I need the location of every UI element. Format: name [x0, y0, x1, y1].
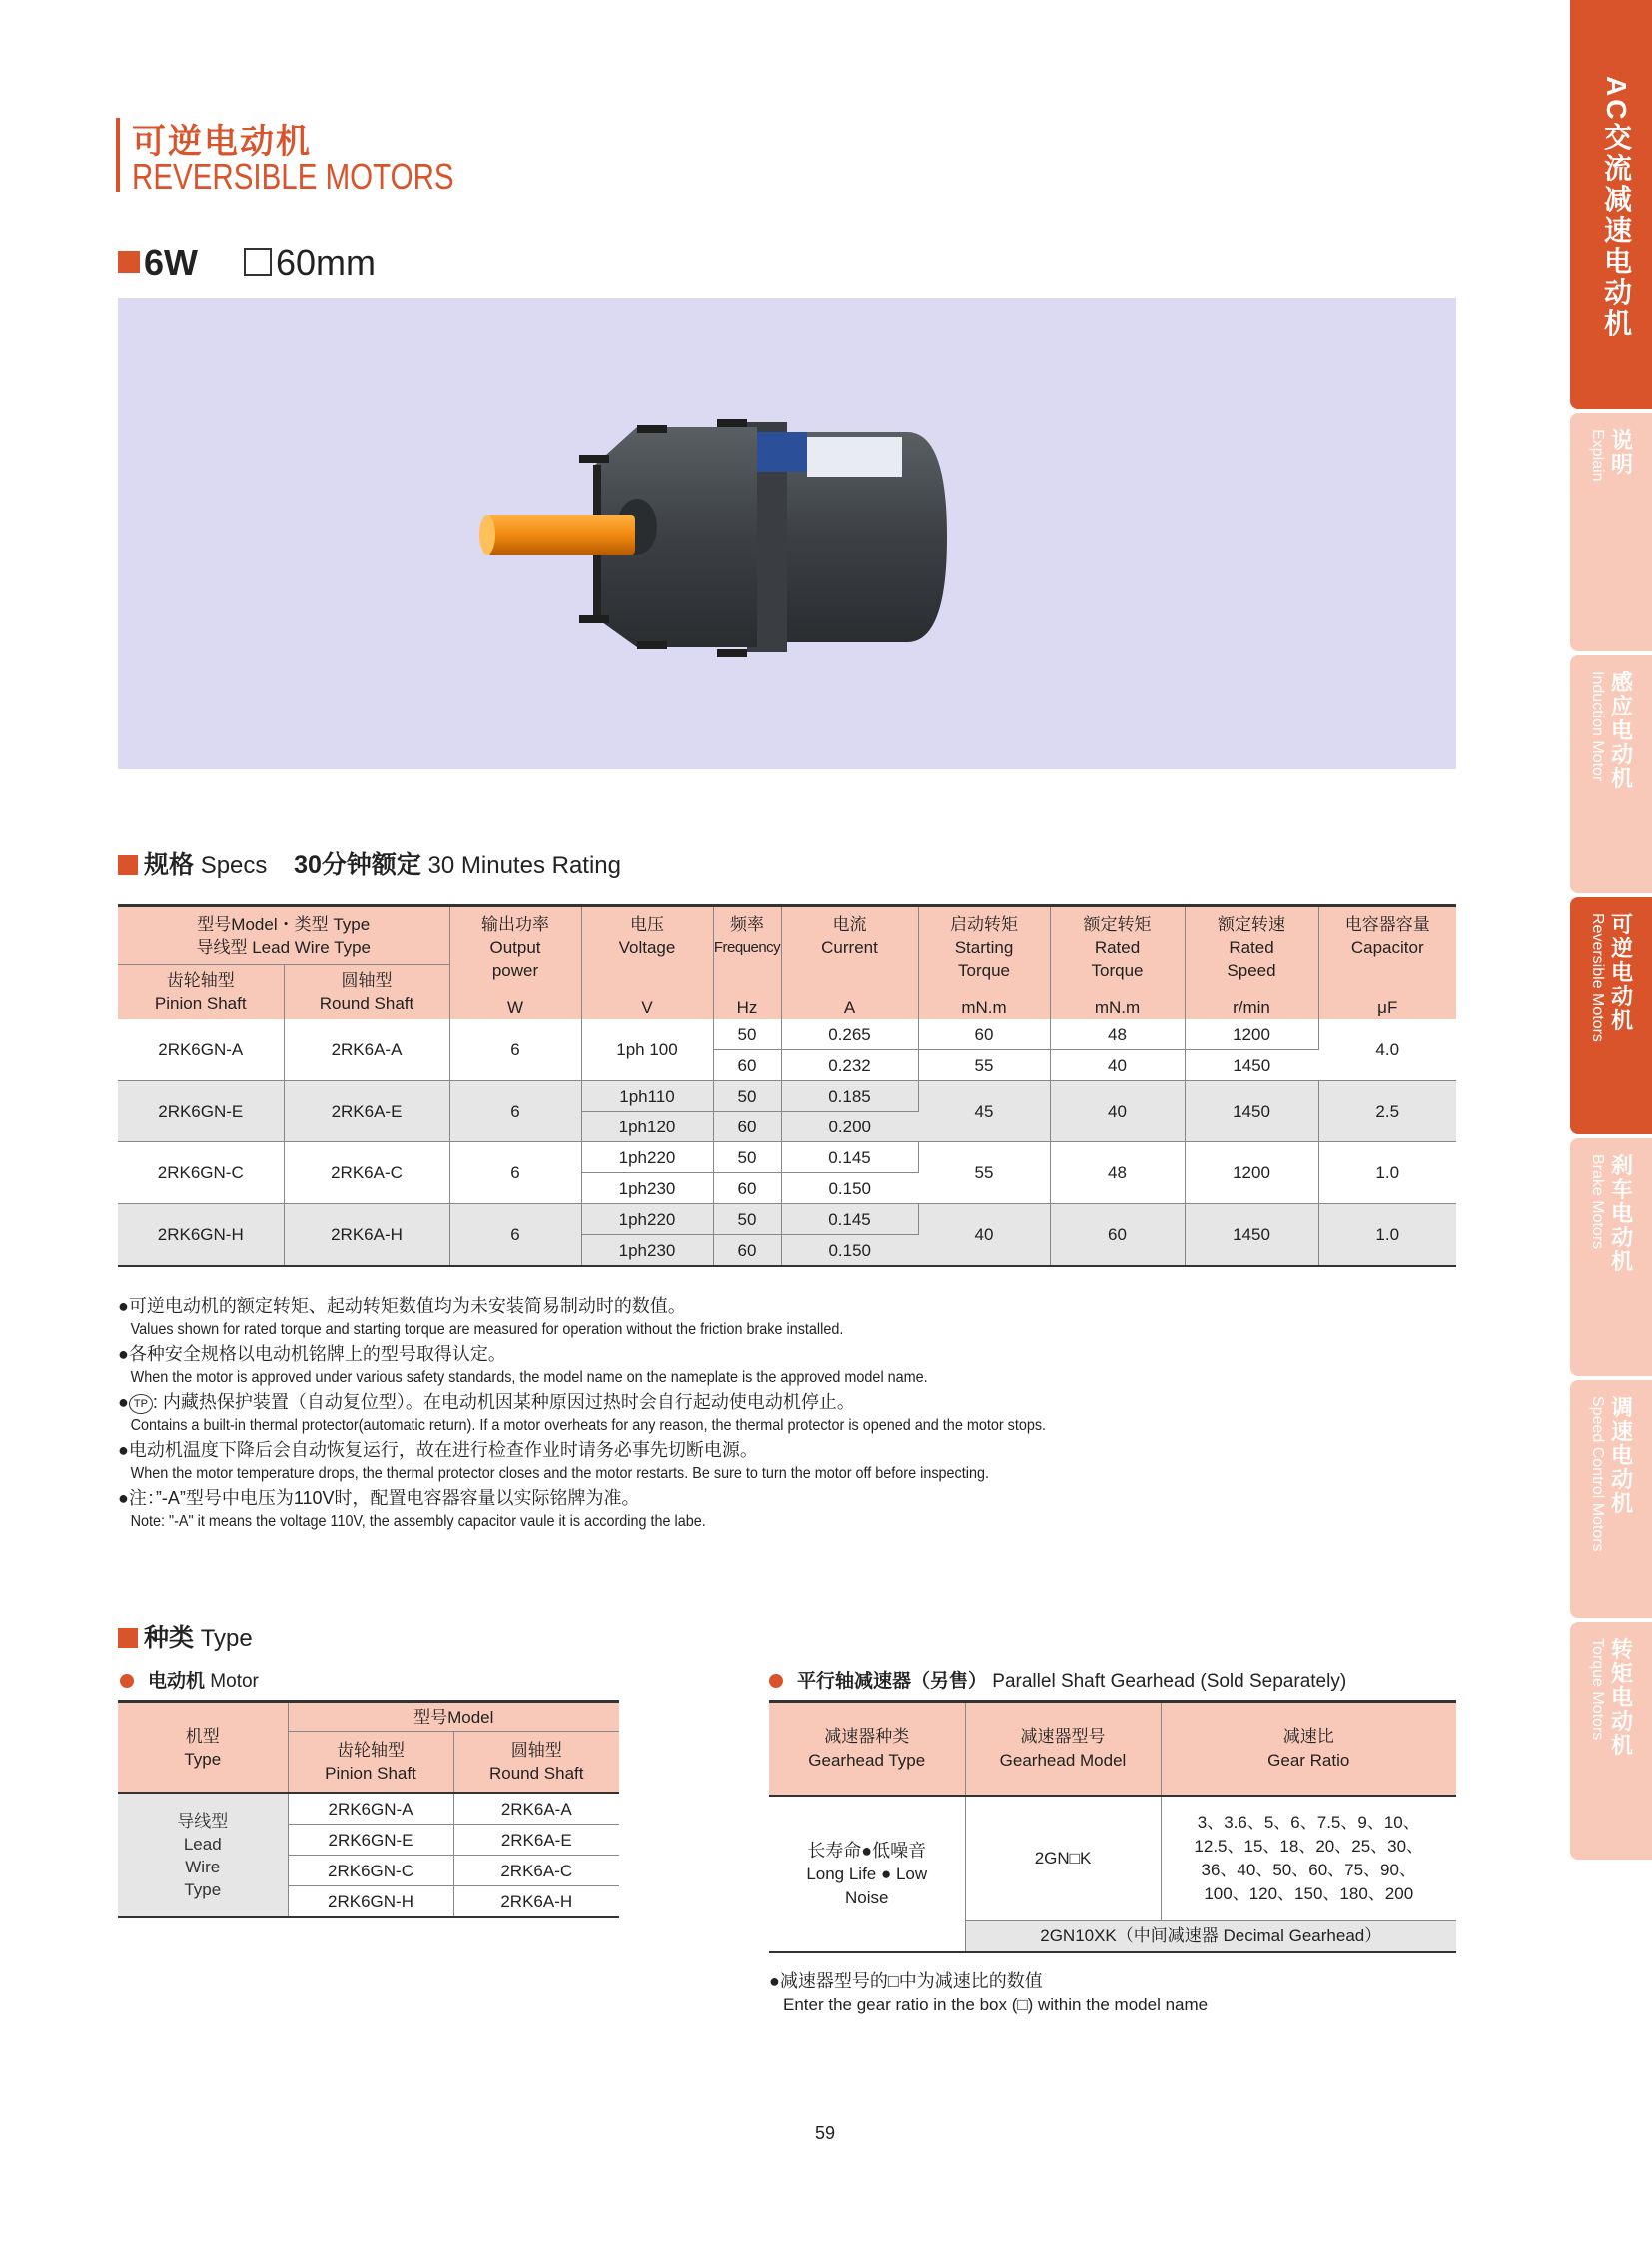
freq-unit: Hz: [736, 998, 758, 1017]
note-zh: ●电动机温度下降后会自动恢复运行，故在进行检查作业时请务必事先切断电源。: [118, 1440, 758, 1460]
current-cell: 0.150: [781, 1235, 918, 1267]
notes-block: [118, 1294, 1217, 1534]
rated-t-en2: Torque: [1091, 961, 1144, 980]
lead-en2: Wire: [185, 1857, 221, 1876]
voltage-en: Voltage: [618, 938, 676, 957]
starting-torque-cell: 60: [918, 1019, 1050, 1050]
side-tab-label-en: Explain: [1589, 429, 1606, 482]
square-frame-icon: [244, 248, 272, 276]
gearhead-type-header: [769, 1702, 965, 1797]
lead-zh: 导线型: [177, 1811, 229, 1831]
square-bullet-icon: [118, 855, 138, 875]
starting-torque-cell: 55: [918, 1142, 1050, 1204]
current-zh: 电流: [832, 915, 867, 934]
round-en: Round Shaft: [319, 993, 414, 1013]
note-zh-text: : 内藏热保护装置（自动复位型）。在电动机因某种原因过热时会自行起动使电动机停止。: [152, 1392, 855, 1412]
rated-torque-cell: 40: [1050, 1050, 1185, 1081]
gearhead-model-header: [965, 1702, 1161, 1797]
dot-bullet-icon: [120, 1674, 134, 1688]
type-header: [118, 1702, 288, 1794]
gear-type-val-en1: Long Life ● Low: [806, 1864, 928, 1883]
start-en2: Torque: [958, 961, 1010, 980]
side-tab-induction-motor[interactable]: [1570, 655, 1652, 893]
gear-type-val-en2: Noise: [845, 1887, 889, 1907]
motor-label-zh: 电动机: [148, 1671, 206, 1692]
output-header: [449, 906, 581, 1020]
side-tab-label-en: Torque Motors: [1589, 1638, 1606, 1741]
round-model-cell: 2RK6A-E: [284, 1081, 449, 1142]
frequency-cell: 60: [713, 1050, 781, 1081]
motor-subheading: [120, 1666, 259, 1693]
current-cell: 0.145: [781, 1142, 918, 1173]
start-unit: mN.m: [961, 998, 1007, 1017]
pinion-model-cell: 2RK6GN-C: [288, 1856, 453, 1886]
pinion-zh: 齿轮轴型: [166, 970, 235, 990]
rated-torque-cell: 40: [1050, 1081, 1185, 1142]
cap-en: Capacitor: [1350, 938, 1424, 957]
voltage-header: [581, 906, 713, 1020]
side-tab-label-zh: 刹车电动机: [1610, 1153, 1633, 1274]
current-cell: 0.200: [781, 1112, 918, 1142]
round-model-cell: 2RK6A-E: [453, 1825, 619, 1856]
table-row: [118, 1019, 1456, 1050]
rated-s-en2: Speed: [1227, 961, 1276, 980]
rated-speed-header: [1185, 906, 1318, 1020]
voltage-cell: 1ph120: [581, 1112, 713, 1142]
gearhead-subheading: [769, 1666, 1346, 1693]
voltage-cell: 1ph230: [581, 1173, 713, 1204]
specs-title-zh: 规格: [144, 851, 195, 879]
frequency-cell: 50: [713, 1081, 781, 1112]
output-cell: 6: [449, 1204, 581, 1267]
gearhead-model-cell: 2GN□K: [965, 1796, 1161, 1921]
type-heading: [118, 1618, 253, 1654]
current-cell: 0.185: [781, 1081, 918, 1112]
pinion-model-cell: 2RK6GN-C: [118, 1142, 284, 1204]
side-tab-label-zh: 可逆电动机: [1610, 912, 1633, 1033]
side-tab-label-zh: 转矩电动机: [1610, 1637, 1633, 1758]
round-shaft-header: [284, 964, 449, 1019]
side-tab-brake-motors[interactable]: [1570, 1138, 1652, 1376]
gear-note-en: Enter the gear ratio in the box (□) within the model name: [783, 1995, 1209, 2014]
starting-torque-header: [918, 906, 1050, 1020]
rated-speed-cell: 1200: [1185, 1142, 1318, 1204]
side-tab-label-zh: 调速电动机: [1610, 1395, 1633, 1516]
note-en: Note: "-A" it means the voltage 110V, the assembly capacitor vaule it is according the labe.: [130, 1513, 706, 1530]
pinion-shaft-header: [118, 964, 284, 1019]
product-photo: [118, 298, 1456, 769]
gearhead-type-cell: [769, 1796, 965, 1952]
starting-torque-cell: 40: [918, 1204, 1050, 1267]
note-zh: ●各种安全规格以电动机铭牌上的型号取得认定。: [118, 1344, 506, 1364]
voltage-cell: 1ph220: [581, 1142, 713, 1173]
side-tab-top-label: AC交流减速电动机: [1601, 76, 1632, 340]
current-cell: 0.150: [781, 1173, 918, 1204]
round-zh: 圆轴型: [341, 970, 393, 990]
gear-note: [769, 1969, 1208, 2017]
side-tab-explain[interactable]: [1570, 413, 1652, 651]
pinion-en: Pinion Shaft: [154, 993, 247, 1013]
page-number: 59: [815, 2123, 836, 2143]
note-zh: ●注：”-A”型号中电压为110V时，配置电容器容量以实际铭牌为准。: [118, 1488, 640, 1508]
capacitor-cell: 2.5: [1318, 1081, 1456, 1142]
round-shaft-header: [453, 1732, 619, 1794]
gear-type-zh: 减速器种类: [824, 1727, 910, 1746]
ratio-line: 12.5、15、18、20、25、30、: [1194, 1837, 1424, 1856]
page-title-en: REVERSIBLE MOTORS: [132, 156, 454, 197]
specs-title-en: Specs: [200, 852, 268, 879]
rated-torque-cell: 48: [1050, 1019, 1185, 1050]
ratio-line: 36、40、50、60、75、90、: [1201, 1861, 1416, 1879]
gear-model-zh: 减速器型号: [1020, 1727, 1106, 1746]
side-tab-torque-motors[interactable]: [1570, 1622, 1652, 1860]
type-title-zh: 种类: [144, 1624, 195, 1652]
rated-torque-cell: 48: [1050, 1142, 1185, 1204]
cap-unit: μF: [1377, 998, 1398, 1017]
rated-t-zh: 额定转矩: [1083, 915, 1152, 934]
side-tab-ac-motors[interactable]: [1570, 0, 1652, 409]
output-cell: 6: [449, 1019, 581, 1081]
thermal-protector-icon: TP: [129, 1394, 153, 1414]
output-unit: W: [506, 998, 524, 1017]
lead-wire-label: 导线型 Lead Wire Type: [196, 938, 371, 957]
current-unit: A: [843, 998, 856, 1017]
gear-motor-illustration: [118, 298, 1456, 769]
side-tab-label-en: Brake Motors: [1589, 1154, 1606, 1250]
side-tab-label-en: Induction Motor: [1589, 671, 1606, 782]
note-zh: [118, 1390, 1217, 1414]
voltage-cell: 1ph230: [581, 1235, 713, 1267]
power-label: 6W: [144, 242, 198, 283]
round-zh: 圆轴型: [510, 1741, 562, 1760]
frequency-cell: 60: [713, 1173, 781, 1204]
round-model-cell: 2RK6A-A: [284, 1019, 449, 1081]
pinion-model-cell: 2RK6GN-A: [288, 1793, 453, 1825]
gear-ratio-cell: [1161, 1796, 1456, 1921]
specs-table: [118, 904, 1456, 1267]
round-model-cell: 2RK6A-C: [453, 1856, 619, 1886]
rated-speed-cell: 1450: [1185, 1050, 1318, 1081]
output-zh: 输出功率: [481, 915, 549, 934]
starting-torque-cell: 55: [918, 1050, 1050, 1081]
voltage-cell: 1ph 100: [581, 1019, 713, 1081]
pinion-model-cell: 2RK6GN-H: [118, 1204, 284, 1267]
capacitor-cell: 1.0: [1318, 1142, 1456, 1204]
model-type-header: [118, 906, 449, 965]
decimal-gearhead-cell: 2GN10XK（中间减速器 Decimal Gearhead）: [965, 1921, 1456, 1953]
gear-note-zh: ●减速器型号的□中为减速比的数值: [769, 1971, 1043, 1991]
table-row: [118, 1793, 619, 1825]
note-en: Values shown for rated torque and starting torque are measured for operation without the friction brake installed.: [130, 1321, 844, 1338]
frequency-cell: 50: [713, 1019, 781, 1050]
table-row: [769, 1796, 1456, 1921]
ratio-en: Gear Ratio: [1267, 1751, 1350, 1770]
rating-zh: 30分钟额定: [294, 851, 421, 879]
gear-type-en: Gearhead Type: [808, 1751, 926, 1770]
rated-s-en1: Rated: [1229, 938, 1274, 957]
type-title-en: Type: [200, 1625, 253, 1652]
type-zh: 机型: [185, 1726, 220, 1746]
current-cell: 0.232: [781, 1050, 918, 1081]
frame-size-label: 60mm: [276, 242, 377, 283]
start-zh: 启动转矩: [950, 915, 1018, 934]
rated-torque-cell: 60: [1050, 1204, 1185, 1267]
pinion-model-cell: 2RK6GN-H: [288, 1886, 453, 1918]
title-accent-bar: [116, 118, 120, 192]
motor-type-table: [118, 1700, 619, 1918]
output-cell: 6: [449, 1081, 581, 1142]
side-tab-reversible-motors[interactable]: [1570, 897, 1652, 1134]
round-en: Round Shaft: [488, 1764, 584, 1783]
page-title-zh: 可逆电动机: [132, 123, 312, 161]
frequency-cell: 50: [713, 1142, 781, 1173]
round-model-cell: 2RK6A-C: [284, 1142, 449, 1204]
capacitor-cell: 4.0: [1318, 1019, 1456, 1081]
table-row: [118, 1204, 1456, 1235]
rated-speed-cell: 1450: [1185, 1081, 1318, 1142]
output-cell: 6: [449, 1142, 581, 1204]
rated-speed-cell: 1200: [1185, 1019, 1318, 1050]
ratio-zh: 减速比: [1282, 1727, 1334, 1746]
gear-model-en: Gearhead Model: [999, 1751, 1127, 1770]
ratio-line: 100、120、150、180、200: [1204, 1884, 1414, 1903]
starting-torque-cell: 45: [918, 1081, 1050, 1142]
square-bullet-icon: [118, 251, 140, 273]
model-header: 型号Model: [288, 1702, 619, 1732]
square-bullet-icon: [118, 1628, 138, 1648]
side-tab-label-en: Speed Control Motors: [1589, 1396, 1606, 1552]
frequency-cell: 60: [713, 1112, 781, 1142]
rated-t-en1: Rated: [1094, 938, 1141, 957]
pinion-model-cell: 2RK6GN-E: [288, 1825, 453, 1856]
pinion-en: Pinion Shaft: [325, 1764, 416, 1783]
gear-ratio-header: [1161, 1702, 1456, 1797]
model-type-label: 型号Model・类型 Type: [197, 915, 371, 934]
voltage-zh: 电压: [630, 915, 664, 934]
voltage-unit: V: [641, 998, 653, 1017]
side-tab-speed-control-motors[interactable]: [1570, 1380, 1652, 1618]
frequency-cell: 50: [713, 1204, 781, 1235]
lead-en1: Lead: [183, 1834, 222, 1854]
side-tab-label-en: Reversible Motors: [1589, 913, 1606, 1042]
note-en: Contains a built-in thermal protector(automatic return). If a motor overheats for any reason, the thermal protector is opened and the motor stops.: [130, 1417, 1047, 1434]
current-cell: 0.265: [781, 1019, 918, 1050]
capacitor-cell: 1.0: [1318, 1204, 1456, 1267]
dot-bullet-icon: [769, 1674, 783, 1688]
type-en: Type: [184, 1749, 222, 1769]
gear-label-zh: 平行轴减速器（另售）: [797, 1671, 988, 1692]
freq-zh: 频率: [730, 915, 764, 934]
side-tab-label-zh: 感应电动机: [1610, 670, 1633, 791]
round-model-cell: 2RK6A-A: [453, 1793, 619, 1825]
pinion-zh: 齿轮轴型: [337, 1741, 405, 1760]
cap-zh: 电容器容量: [1344, 915, 1430, 934]
rated-torque-header: [1050, 906, 1185, 1020]
note-en: When the motor temperature drops, the thermal protector closes and the motor restarts. Be sure to turn the motor off before inspecting.: [130, 1465, 989, 1482]
voltage-cell: 1ph110: [581, 1081, 713, 1112]
gearhead-table: [769, 1700, 1456, 1953]
round-model-cell: 2RK6A-H: [453, 1886, 619, 1918]
motor-label-en: Motor: [210, 1671, 259, 1692]
ratio-line: 3、3.6、5、6、7.5、9、10、: [1197, 1813, 1420, 1832]
frame-size-heading: [244, 242, 376, 284]
gear-label-en: Parallel Shaft Gearhead (Sold Separately): [992, 1671, 1347, 1692]
lead-wire-type-cell: [118, 1793, 288, 1917]
rated-speed-cell: 1450: [1185, 1204, 1318, 1267]
pinion-model-cell: 2RK6GN-E: [118, 1081, 284, 1142]
rating-en: 30 Minutes Rating: [427, 852, 621, 879]
power-heading: [118, 242, 198, 284]
current-header: [781, 906, 918, 1020]
bullet: ●: [118, 1392, 129, 1412]
current-en: Current: [821, 938, 878, 957]
rated-s-unit: r/min: [1233, 998, 1270, 1017]
pinion-model-cell: 2RK6GN-A: [118, 1019, 284, 1081]
specs-heading: [118, 845, 621, 881]
rated-t-unit: mN.m: [1094, 998, 1141, 1017]
output-en2: power: [491, 961, 539, 980]
current-cell: 0.145: [781, 1204, 918, 1235]
freq-en: Frequency: [713, 939, 781, 956]
table-row: [118, 1081, 1456, 1112]
gear-type-val-zh: 长寿命●低噪音: [807, 1840, 927, 1861]
side-tab-label-zh: 说明: [1610, 428, 1633, 477]
rated-s-zh: 额定转速: [1218, 915, 1285, 934]
frequency-cell: 60: [713, 1235, 781, 1267]
frequency-header: [713, 906, 781, 1020]
lead-en3: Type: [184, 1879, 222, 1899]
round-model-cell: 2RK6A-H: [284, 1204, 449, 1267]
note-en: When the motor is approved under various safety standards, the model name on the nameplate is the approved model name.: [130, 1369, 928, 1386]
capacitor-header: [1318, 906, 1456, 1020]
start-en1: Starting: [954, 938, 1014, 957]
voltage-cell: 1ph220: [581, 1204, 713, 1235]
table-row: [118, 1142, 1456, 1173]
note-zh: ●可逆电动机的额定转矩、起动转矩数值均为未安装简易制动时的数值。: [118, 1296, 686, 1316]
pinion-shaft-header: [288, 1732, 453, 1794]
output-en1: Output: [489, 938, 541, 957]
